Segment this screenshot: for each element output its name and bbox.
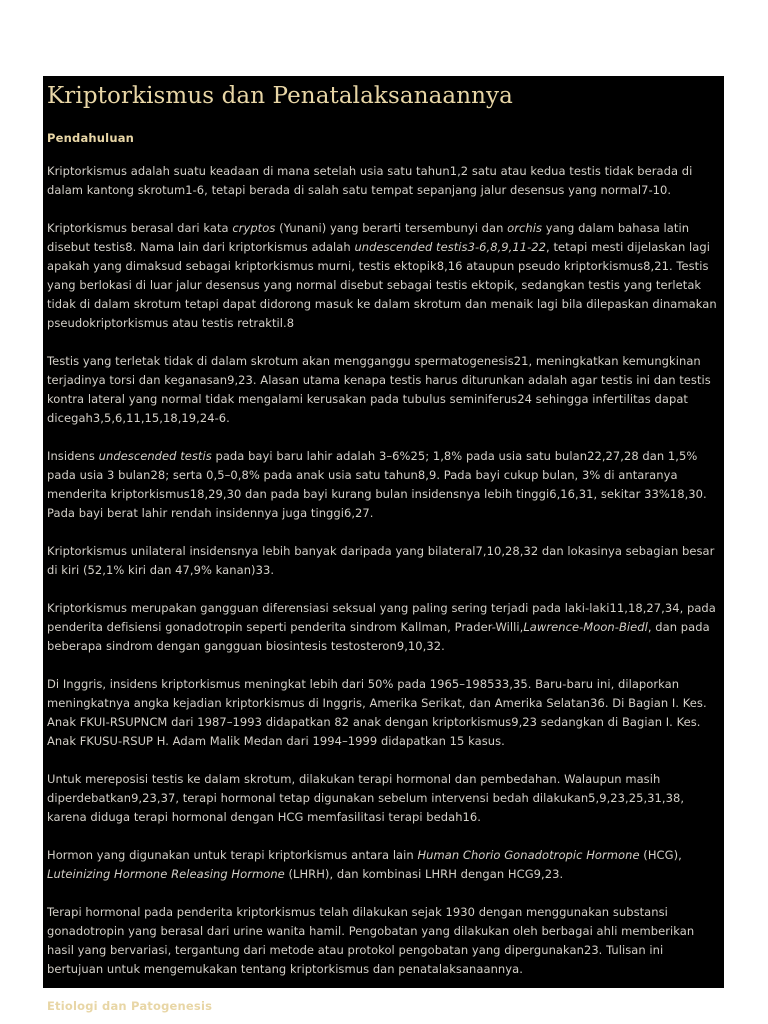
paragraph-6 <box>47 599 720 656</box>
paragraph-4 <box>47 447 720 523</box>
paragraph-1: Kriptorkismus adalah suatu keadaan di mana setelah usia satu tahun1,2 satu atau kedua testis tidak berada di dalam kantong skrotum1-6, tetapi berada di salah satu tempat sepanjang jalur desensus yang normal7-10. <box>47 164 693 197</box>
paragraph-2 <box>47 219 720 333</box>
paragraph-5: Kriptorkismus unilateral insidensnya lebih banyak daripada yang bilateral7,10,28,32 dan lokasinya sebagian besar di kiri (52,1% kiri dan 47,9% kanan)33. <box>47 544 715 577</box>
paragraph-9 <box>47 846 720 884</box>
text-run: (Yunani) yang berarti tersembunyi dan <box>275 221 508 235</box>
italic-term: undescended testis <box>98 449 212 463</box>
text-run: Hormon yang digunakan untuk terapi kriptorkismus antara lain <box>47 848 418 862</box>
paragraph-7: Di Inggris, insidens kriptorkismus meningkat lebih dari 50% pada 1965–198533,35. Baru-baru ini, dilaporkan meningkatnya angka kejadian kriptorkismus di Inggris, Amerika Serikat, dan Amerika Selatan36. Di Bagian I. Kes. Anak FKUI-RSUPNCM dari 1987–1993 didapatkan 82 anak dengan kriptorkismus9,23 sedangkan di Bagian I. Kes. Anak FKUSU-RSUP H. Adam Malik Medan dari 1994–1999 didapatkan 15 kasus. <box>47 677 707 748</box>
text-run: yang dalam bahasa latin disebut testis8. Nama lain dari kriptorkismus adalah <box>47 221 690 254</box>
paragraph-10: Terapi hormonal pada penderita kriptorkismus telah dilakukan sejak 1930 dengan menggunakan substansi gonadotropin yang berasal dari urine wanita hamil. Pengobatan yang dilakukan oleh berbagai ahli memberikan hasil yang bervariasi, tergantung dari metode atau protokol pengobatan yang dipergunakan23. Tulisan ini bertujuan untuk mengemukakan tentang kriptorkismus dan penatalaksanaannya. <box>47 905 695 976</box>
paragraph-8: Untuk mereposisi testis ke dalam skrotum, dilakukan terapi hormonal dan pembedahan. Walaupun masih diperdebatkan9,23,37, terapi hormonal tetap digunakan sebelum intervensi bedah dilakukan5,9,23,25,31,38, karena diduga terapi hormonal dengan HCG memfasilitasi terapi bedah16. <box>47 772 685 824</box>
italic-term: cryptos <box>232 221 276 235</box>
text-run: (LHRH), dan kombinasi LHRH dengan HCG9,23. <box>284 867 564 881</box>
text-run: Insidens <box>47 449 99 463</box>
italic-term: orchis <box>507 221 543 235</box>
text-run: , dan pada beberapa sindrom dengan gangguan biosintesis testosteron9,10,32. <box>47 620 710 653</box>
italic-term: Lawrence-Moon-Biedl <box>523 620 648 634</box>
text-run: , tetapi mesti dijelaskan lagi apakah yang dimaksud sebagai kriptorkismus murni, testis ektopik8,16 ataupun pseudo kriptorkismus8,21. Testis yang berlokasi di luar jalur desensus yang normal disebut sebagai testis ektopik, sedangkan testis yang terletak tidak di dalam skrotum tetapi dapat didorong masuk ke dalam skrotum dan menaik lagi bila dilepaskan dinamakan pseudokriptorkismus atau testis retraktil.8 <box>47 240 717 330</box>
italic-term: undescended testis3-6,8,9,11-22 <box>354 240 547 254</box>
text-run: (HCG), <box>639 848 682 862</box>
paragraph-3: Testis yang terletak tidak di dalam skrotum akan mengganggu spermatogenesis21, meningkatkan kemungkinan terjadinya torsi dan keganasan9,23. Alasan utama kenapa testis harus diturunkan adalah agar testis ini dan testis kontra lateral yang normal tidak mengalami kerusakan pada tubulus seminiferus24 sehingga infertilitas dapat dicegah3,5,6,11,15,18,19,24-6. <box>47 354 711 425</box>
document-page <box>43 76 724 1013</box>
italic-term: Human Chorio Gonadotropic Hormone <box>417 848 640 862</box>
section-heading-etiologi: Etiologi dan Patogenesis <box>47 999 213 1013</box>
section-heading-pendahuluan: Pendahuluan <box>47 131 135 145</box>
page-title: Kriptorkismus dan Penatalaksanaannya <box>47 83 513 109</box>
text-run: Kriptorkismus merupakan gangguan diferensiasi seksual yang paling sering terjadi pada laki-laki11,18,27,34, pada penderita defisiensi gonadotropin seperti penderita sindrom Kallman, Prader-Willi, <box>47 601 716 634</box>
text-run: Kriptorkismus berasal dari kata <box>47 221 233 235</box>
italic-term: Luteinizing Hormone Releasing Hormone <box>47 867 285 881</box>
text-run: pada bayi baru lahir adalah 3–6%25; 1,8% pada usia satu bulan22,27,28 dan 1,5% pada usia 3 bulan28; serta 0,5–0,8% pada anak usia satu tahun8,9. Pada bayi cukup bulan, 3% di antaranya menderita kriptorkismus18,29,30 dan pada bayi kurang bulan insidensnya lebih tinggi6,16,31, sekitar 33%18,30. Pada bayi berat lahir rendah insidennya juga tinggi6,27. <box>47 449 707 520</box>
